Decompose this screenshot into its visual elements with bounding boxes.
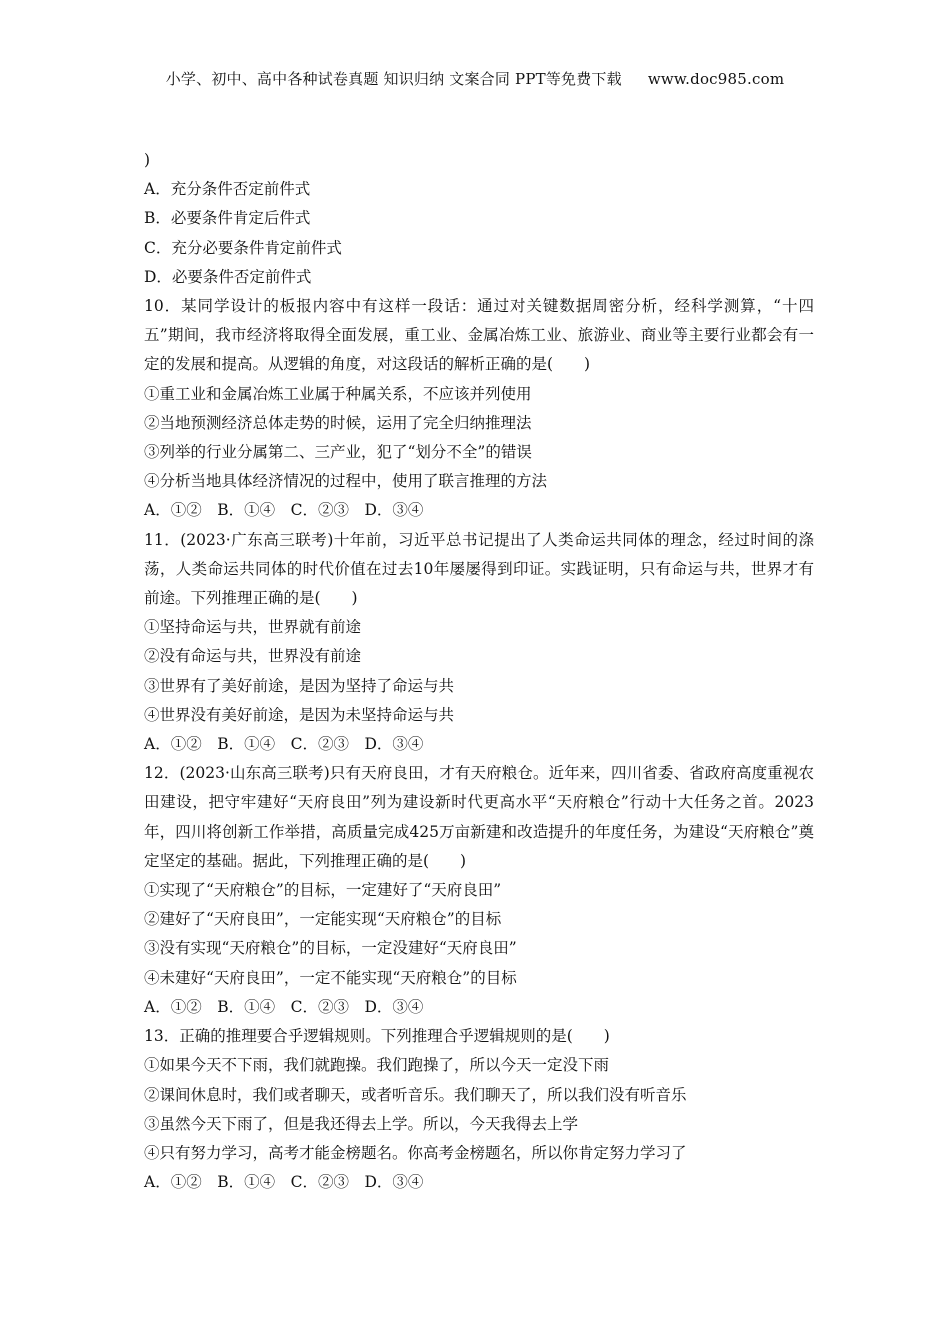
answer-choices: A．①② B．①④ C．②③ D．③④ [144,735,424,754]
question-9-tail: ) [144,151,151,169]
statement-4: ④世界没有美好前途，是因为未坚持命运与共 [144,705,455,724]
answer-choices: A．①② B．①④ C．②③ D．③④ [144,997,424,1016]
question-stem: 12．(2023·山东高三联考)只有天府良田，才有天府粮仓。近年来，四川省委、省政府高度重视农田建设，把守牢建好“天府良田”列为建设新时代更高水平“天府粮仓”行动十大任务之首。2023年，四川将创新工作举措，高质量完成425万亩新建和改造提升的年度任务，为建设“天府粮仓”奠定坚定的基础。据此，下列推理正确的是( ) [144,764,814,870]
statement-1: ①如果今天不下雨，我们就跑操。我们跑操了，所以今天一定没下雨 [144,1056,610,1075]
question-stem: 13．正确的推理要合乎逻辑规则。下列推理合乎逻辑规则的是( ) [144,1027,610,1046]
answer-choices: A．①② B．①④ C．②③ D．③④ [144,1173,424,1192]
statement-3: ③没有实现“天府粮仓”的目标，一定没建好“天府良田” [144,939,517,958]
statement-4: ④分析当地具体经济情况的过程中，使用了联言推理的方法 [144,472,548,491]
question-11 [144,526,814,760]
statement-2: ②建好了“天府良田”，一定能实现“天府粮仓”的目标 [144,910,502,929]
question-13 [144,1022,814,1197]
statement-1: ①坚持命运与共，世界就有前途 [144,618,362,637]
statement-3: ③列举的行业分属第二、三产业，犯了“划分不全”的错误 [144,443,532,462]
question-9 [144,146,814,292]
statement-4: ④只有努力学习，高考才能金榜题名。你高考金榜题名，所以你肯定努力学习了 [144,1143,687,1162]
option-c: C．充分必要条件肯定前件式 [144,238,342,257]
statement-3: ③虽然今天下雨了，但是我还得去上学。所以，今天我得去上学 [144,1114,579,1133]
statement-3: ③世界有了美好前途，是因为坚持了命运与共 [144,676,455,695]
answer-choices: A．①② B．①④ C．②③ D．③④ [144,501,424,520]
statement-2: ②当地预测经济总体走势的时候，运用了完全归纳推理法 [144,413,532,432]
option-a: A．充分条件否定前件式 [144,180,311,199]
option-b: B．必要条件肯定后件式 [144,209,311,228]
statement-4: ④未建好“天府良田”，一定不能实现“天府粮仓”的目标 [144,968,517,987]
option-d: D．必要条件否定前件式 [144,267,312,286]
statement-1: ①重工业和金属冶炼工业属于种属关系，不应该并列使用 [144,384,532,403]
question-10 [144,292,814,526]
statement-2: ②没有命运与共，世界没有前途 [144,647,362,666]
question-stem: 10．某同学设计的板报内容中有这样一段话：通过对关键数据周密分析，经科学测算，“十四五”期间，我市经济将取得全面发展，重工业、金属冶炼工业、旅游业、商业等主要行业都会有一定的发展和提高。从逻辑的角度，对这段话的解析正确的是( ) [144,297,814,374]
header-text: 小学、初中、高中各种试卷真题 知识归纳 文案合同 PPT等免费下载 [165,70,622,88]
document-body [144,146,814,1197]
header-url: www.doc985.com [647,70,785,88]
statement-2: ②课间休息时，我们或者聊天，或者听音乐。我们聊天了，所以我们没有听音乐 [144,1085,687,1104]
question-12 [144,759,814,1022]
page-header [0,68,950,89]
question-stem: 11．(2023·广东高三联考)十年前，习近平总书记提出了人类命运共同体的理念，经过时间的涤荡，人类命运共同体的时代价值在过去10年屡屡得到印证。实践证明，只有命运与共，世界才有前途。下列推理正确的是( ) [144,530,814,608]
statement-1: ①实现了“天府粮仓”的目标，一定建好了“天府良田” [144,881,502,900]
